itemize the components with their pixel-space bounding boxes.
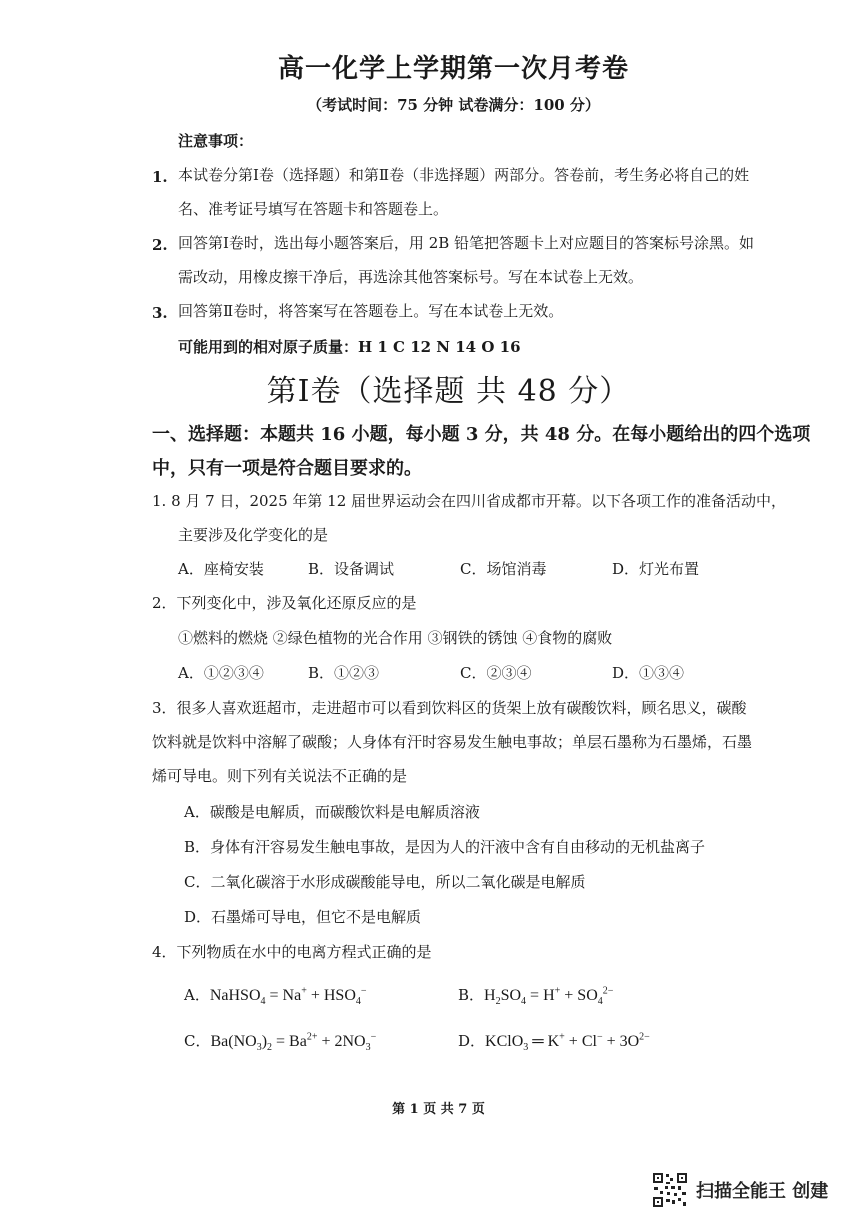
option-d: D．灯光布置	[612, 560, 700, 578]
option-c: C．二氧化碳溶于水形成碳酸能导电，所以二氧化碳是电解质	[184, 873, 586, 891]
option-d: D．①③④	[612, 664, 685, 682]
notice-number: 2.	[152, 236, 168, 254]
option-a: A．座椅安装	[178, 560, 264, 578]
notice-line: 名、准考证号填写在答题卡和答题卷上。	[178, 200, 449, 218]
option-label: B．	[458, 986, 485, 1004]
option-c: C．场馆消毒	[460, 560, 547, 578]
question-stem: 2．下列变化中，涉及氧化还原反应的是	[152, 594, 417, 612]
equation: $Ba(NO_3)_2 = Ba^{2+} + 2NO_3^-$	[210, 1031, 377, 1054]
page-number: 第 1 页 共 7 页	[392, 1102, 485, 1117]
equation: KClO$_3$ ═ $K^+ + Cl^- + 3O^{2-}$	[485, 1031, 650, 1054]
notice-heading: 注意事项：	[178, 132, 254, 150]
question-stem: 1. 8 月 7 日，2025 年第 12 届世界运动会在四川省成都市开幕。以下各项工作的准备活动中，	[152, 492, 787, 510]
notice-line: 回答第Ⅰ卷时，选出每小题答案后，用 2B 铅笔把答题卡上对应题目的答案标号涂黑。如	[178, 234, 755, 252]
exam-info: （考试时间：75 分钟 试卷满分：100 分）	[307, 96, 600, 114]
page-title: 高一化学上学期第一次月考卷	[277, 54, 629, 84]
question-stem: 主要涉及化学变化的是	[178, 526, 329, 544]
option-b: B．身体有汗容易发生触电事故，是因为人的汗液中含有自由移动的无机盐离子	[184, 838, 706, 856]
notice-number: 3.	[152, 304, 168, 322]
question-stem: 4．下列物质在水中的电离方程式正确的是	[152, 943, 432, 961]
option-label: A．	[184, 986, 210, 1004]
question-stem: 烯可导电。则下列有关说法不正确的是	[152, 767, 408, 785]
option-b: B．设备调试	[308, 560, 395, 578]
option-label: C．	[184, 1032, 211, 1050]
option-a	[184, 984, 367, 1008]
notice-number: 1.	[152, 168, 168, 186]
section-instructions: 一、选择题：本题共 16 小题，每小题 3 分，共 48 分。在每小题给出的四个选项	[152, 424, 811, 445]
question-stem: 饮料就是饮料中溶解了碳酸；人身体有汗时容易发生触电事故；单层石墨称为石墨烯，石墨	[152, 733, 753, 751]
section-instructions: 中，只有一项是符合题目要求的。	[152, 458, 422, 479]
option-b	[458, 984, 614, 1008]
scanner-watermark	[652, 1172, 828, 1208]
notice-line: 本试卷分第Ⅰ卷（选择题）和第Ⅱ卷（非选择题）两部分。答卷前，考生务必将自己的姓	[178, 166, 750, 184]
option-a: A．碳酸是电解质，而碳酸饮料是电解质溶液	[184, 803, 480, 821]
question-items: ①燃料的燃烧 ②绿色植物的光合作用 ③钢铁的锈蚀 ④食物的腐败	[178, 629, 613, 647]
option-b: B．①②③	[308, 664, 380, 682]
option-c: C．②③④	[460, 664, 532, 682]
option-a: A．①②③④	[178, 664, 264, 682]
scanner-label: 扫描全能王 创建	[696, 1181, 829, 1202]
qr-code-icon	[652, 1172, 688, 1208]
question-stem: 3．很多人喜欢逛超市，走进超市可以看到饮料区的货架上放有碳酸饮料，顾名思义，碳酸	[152, 699, 747, 717]
option-label: D．	[458, 1032, 486, 1050]
option-d	[458, 1030, 650, 1054]
equation: NaHSO$_4$ = $Na^+ + HSO_4^-$	[209, 985, 367, 1008]
atomic-mass-line: 可能用到的相对原子质量：H 1 C 12 N 14 O 16	[178, 338, 521, 356]
option-c	[184, 1030, 377, 1054]
equation: $H_2SO_4 = H^+ + SO_4^{2-}$	[484, 985, 614, 1008]
notice-line: 回答第Ⅱ卷时，将答案写在答题卷上。写在本试卷上无效。	[178, 302, 564, 320]
notice-line: 需改动，用橡皮擦干净后，再选涂其他答案标号。写在本试卷上无效。	[178, 268, 644, 286]
section-title: 第Ⅰ卷（选择题 共 48 分）	[266, 374, 631, 409]
option-d: D．石墨烯可导电，但它不是电解质	[184, 908, 422, 926]
